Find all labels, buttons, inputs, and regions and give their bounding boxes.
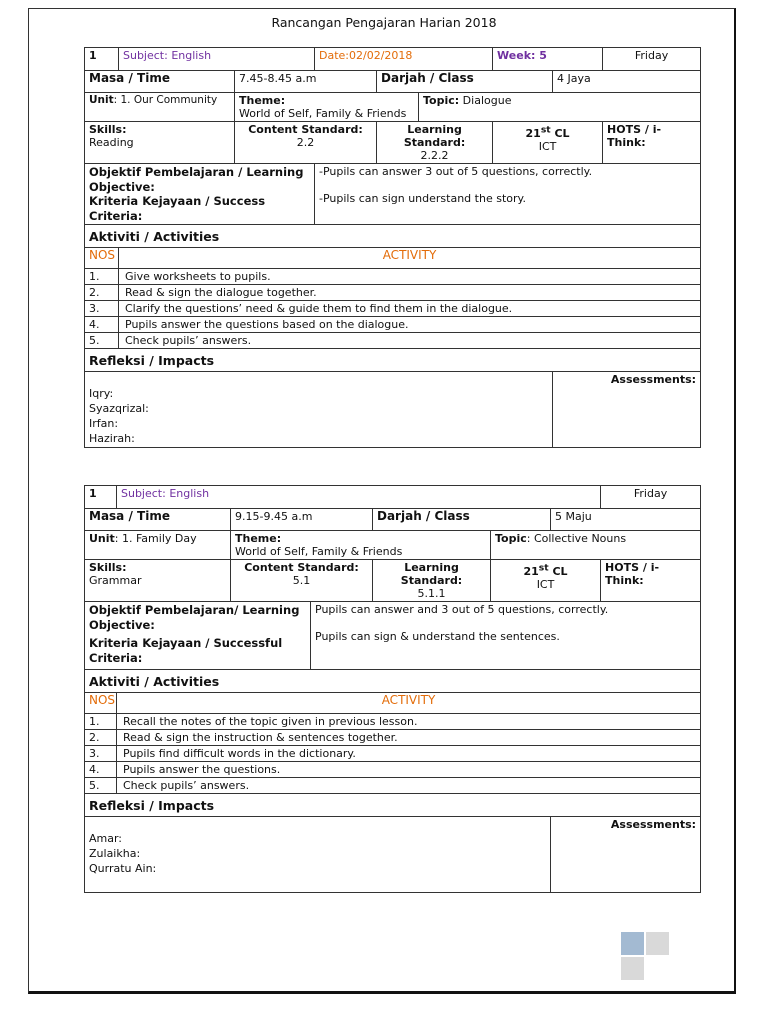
topic-value: Dialogue — [459, 94, 512, 107]
activity-text: Give worksheets to pupils. — [119, 269, 701, 285]
activity-row — [85, 317, 701, 333]
class-value: 5 Maju — [551, 509, 701, 531]
unit-cell — [85, 93, 235, 122]
objective-value: -Pupils can answer 3 out of 5 questions, correctly. — [319, 165, 593, 178]
activity-header: ACTIVITY — [117, 693, 701, 714]
activity-text: Pupils find difficult words in the dictionary. — [117, 746, 701, 762]
lesson-number: 1 — [85, 486, 117, 509]
learning-standard-cell — [373, 560, 491, 602]
darjah-label: Darjah / Class — [373, 509, 551, 531]
activity-row — [85, 762, 701, 778]
skills-label: Skills: — [89, 561, 127, 574]
reflection-notes — [85, 817, 551, 893]
unit-value: : 1. Family Day — [114, 532, 197, 545]
student-name: Iqry: — [89, 387, 114, 400]
activities-heading: Aktiviti / Activities — [85, 225, 701, 248]
content-standard-label: Content Standard: — [244, 561, 359, 574]
activity-number: 1. — [85, 714, 117, 730]
content-standard-cell — [235, 122, 377, 164]
theme-label: Theme: — [235, 532, 282, 545]
21st-cl-cell — [491, 560, 601, 602]
activity-row — [85, 333, 701, 349]
skills-cell — [85, 560, 231, 602]
student-name: Qurratu Ain: — [89, 862, 157, 875]
activity-row — [85, 269, 701, 285]
21st-cl-label: 21 — [525, 126, 541, 140]
theme-label: Theme: — [239, 94, 286, 107]
activity-text: Recall the notes of the topic given in previous lesson. — [117, 714, 701, 730]
criteria-label: Kriteria Kejayaan / Successful Criteria: — [89, 636, 283, 665]
activity-text: Pupils answer the questions. — [117, 762, 701, 778]
activity-row — [85, 730, 701, 746]
content-standard-value: 5.1 — [292, 574, 311, 587]
activity-number: 3. — [85, 746, 117, 762]
activity-number: 5. — [85, 778, 117, 794]
darjah-label: Darjah / Class — [377, 71, 553, 93]
topic-label: Topic — [495, 532, 527, 545]
learning-standard-value: 5.1.1 — [417, 587, 446, 600]
unit-label: Unit — [89, 94, 114, 106]
activity-header: ACTIVITY — [119, 248, 701, 269]
objective-criteria-values — [311, 602, 701, 670]
day: Friday — [603, 48, 701, 71]
activity-text: Pupils answer the questions based on the dialogue. — [119, 317, 701, 333]
topic-label: Topic: — [423, 94, 460, 107]
time-value: 7.45-8.45 a.m — [235, 71, 377, 93]
lesson-number: 1 — [85, 48, 119, 71]
activity-number: 2. — [85, 285, 119, 301]
content-standard-value: 2.2 — [296, 136, 315, 149]
decorative-square-gray — [621, 957, 644, 980]
masa-label: Masa / Time — [85, 509, 231, 531]
21st-cl-sup: st — [538, 562, 549, 573]
lesson-plan-2 — [84, 485, 701, 893]
topic-value: : Collective Nouns — [526, 532, 627, 545]
student-name: Syazqrizal: — [89, 402, 149, 415]
subject: Subject: English — [117, 486, 601, 509]
reflection-heading: Refleksi / Impacts — [85, 794, 701, 817]
21st-cl-cell — [493, 122, 603, 164]
activity-row — [85, 714, 701, 730]
activity-number: 4. — [85, 317, 119, 333]
nos-header: NOS — [85, 693, 117, 714]
objective-label: Objektif Pembelajaran/ Learning Objective: — [89, 603, 300, 632]
content-standard-cell — [231, 560, 373, 602]
date: Date:02/02/2018 — [315, 48, 493, 71]
student-name: Hazirah: — [89, 432, 135, 445]
nos-header: NOS — [85, 248, 119, 269]
objective-label: Objektif Pembelajaran / Learning Objective: — [89, 165, 304, 194]
activity-text: Clarify the questions’ need & guide them to find them in the dialogue. — [119, 301, 701, 317]
learning-standard-value: 2.2.2 — [420, 149, 449, 162]
activity-number: 2. — [85, 730, 117, 746]
skills-value: Grammar — [89, 574, 142, 587]
activity-number: 3. — [85, 301, 119, 317]
theme-cell — [235, 93, 419, 122]
student-name: Amar: — [89, 832, 123, 845]
skills-cell — [85, 122, 235, 164]
21st-cl-label: 21 — [523, 564, 539, 578]
activity-number: 4. — [85, 762, 117, 778]
activity-row — [85, 778, 701, 794]
topic-cell — [419, 93, 701, 122]
hots-label: HOTS / i-Think: — [603, 122, 701, 164]
learning-standard-label: Learning Standard: — [400, 561, 463, 587]
decorative-square-blue — [621, 932, 644, 955]
assessments-label: Assessments: — [553, 372, 701, 448]
activity-row — [85, 746, 701, 762]
21st-cl-label-suffix: CL — [548, 564, 568, 578]
objective-criteria-labels — [85, 602, 311, 670]
criteria-label: Kriteria Kejayaan / Success Criteria: — [89, 194, 266, 223]
skills-value: Reading — [89, 136, 134, 149]
week: Week: 5 — [493, 48, 603, 71]
decorative-square-gray — [646, 932, 669, 955]
activity-row — [85, 285, 701, 301]
assessments-label: Assessments: — [551, 817, 701, 893]
objective-value: Pupils can answer and 3 out of 5 questions, correctly. — [315, 603, 609, 616]
lesson-plan-1 — [84, 47, 701, 448]
21st-cl-value: ICT — [536, 577, 555, 591]
activity-text: Check pupils’ answers. — [119, 333, 701, 349]
criteria-value: Pupils can sign & understand the sentences. — [315, 630, 560, 643]
unit-cell — [85, 531, 231, 560]
objective-criteria-labels — [85, 164, 315, 225]
learning-standard-cell — [377, 122, 493, 164]
theme-value: World of Self, Family & Friends — [235, 545, 403, 558]
activity-text: Check pupils’ answers. — [117, 778, 701, 794]
hots-label: HOTS / i-Think: — [601, 560, 701, 602]
skills-label: Skills: — [89, 123, 127, 136]
time-value: 9.15-9.45 a.m — [231, 509, 373, 531]
topic-cell — [491, 531, 701, 560]
unit-label: Unit — [89, 532, 115, 545]
activities-heading: Aktiviti / Activities — [85, 670, 701, 693]
activity-row — [85, 301, 701, 317]
subject: Subject: English — [119, 48, 315, 71]
activity-text: Read & sign the instruction & sentences together. — [117, 730, 701, 746]
content-standard-label: Content Standard: — [248, 123, 363, 136]
21st-cl-label-suffix: CL — [550, 126, 570, 140]
objective-criteria-values — [315, 164, 701, 225]
learning-standard-label: Learning Standard: — [403, 123, 466, 149]
activity-text: Read & sign the dialogue together. — [119, 285, 701, 301]
criteria-value: -Pupils can sign understand the story. — [319, 192, 526, 205]
reflection-notes — [85, 372, 553, 448]
student-name: Zulaikha: — [89, 847, 141, 860]
document-title: Rancangan Pengajaran Harian 2018 — [271, 15, 497, 30]
theme-cell — [231, 531, 491, 560]
unit-value: : 1. Our Community — [113, 94, 218, 106]
reflection-heading: Refleksi / Impacts — [85, 349, 701, 372]
activity-number: 1. — [85, 269, 119, 285]
activity-number: 5. — [85, 333, 119, 349]
class-value: 4 Jaya — [553, 71, 701, 93]
masa-label: Masa / Time — [85, 71, 235, 93]
21st-cl-sup: st — [540, 124, 551, 135]
student-name: Irfan: — [89, 417, 119, 430]
day: Friday — [601, 486, 701, 509]
theme-value: World of Self, Family & Friends — [239, 107, 407, 120]
21st-cl-value: ICT — [538, 139, 557, 153]
